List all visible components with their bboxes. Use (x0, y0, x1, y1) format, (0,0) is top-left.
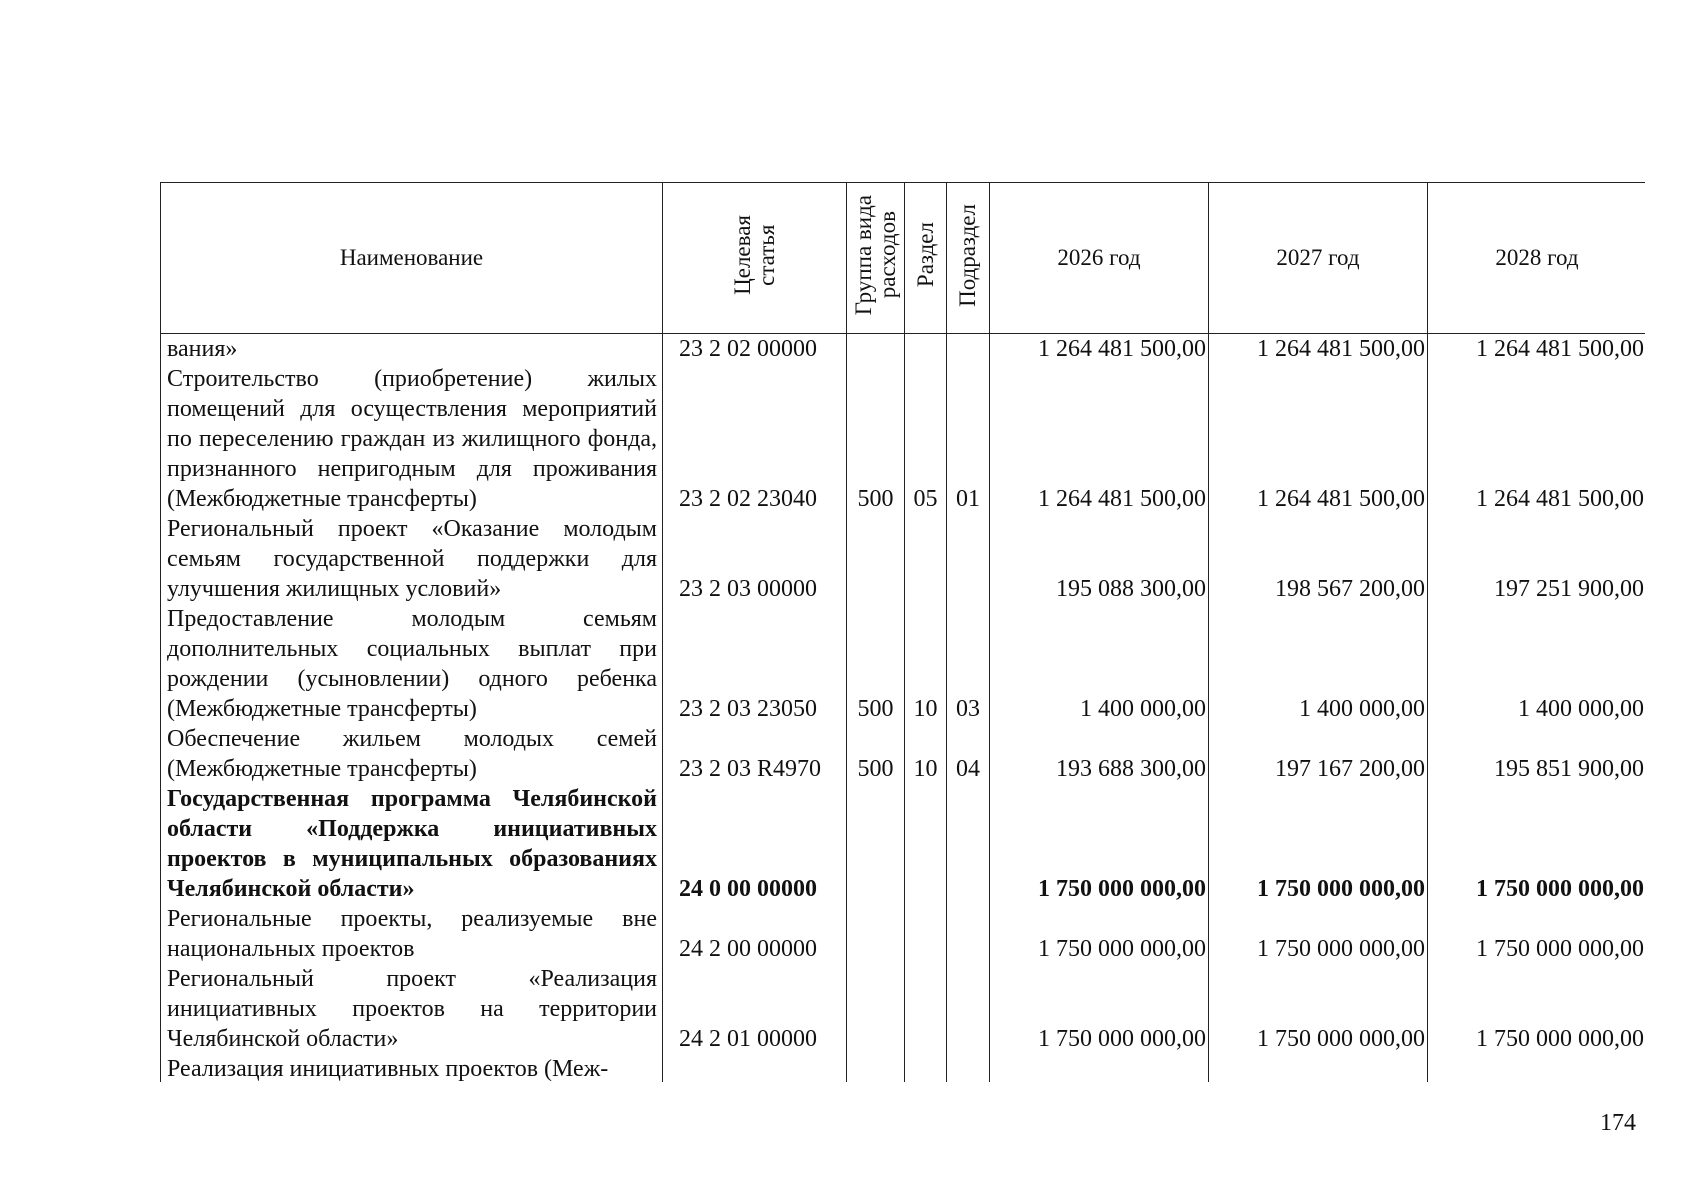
table-row (161, 724, 1646, 784)
row-subsection (947, 514, 990, 604)
header-target-article: Целевая статья (663, 183, 847, 334)
row-amount-2026: 1 400 000,00 (990, 604, 1209, 724)
row-amount-2027: 198 567 200,00 (1209, 514, 1428, 604)
row-amount-2028: 1 750 000 000,00 (1428, 784, 1646, 904)
row-section (905, 334, 947, 365)
row-section: 10 (905, 724, 947, 784)
header-section: Раздел (905, 183, 947, 334)
row-section (905, 964, 947, 1054)
row-section (905, 514, 947, 604)
row-name: Региональный проект «Оказание молодым семьям государственной поддержки для улучшения жилищных условий» (161, 514, 663, 604)
row-name: Региональный проект «Реализация инициативных проектов на территории Челябинской области» (161, 964, 663, 1054)
table-row (161, 904, 1646, 964)
row-subsection: 04 (947, 724, 990, 784)
row-amount-2028: 197 251 900,00 (1428, 514, 1646, 604)
row-section: 05 (905, 364, 947, 514)
budget-table (160, 182, 1645, 1082)
row-name: Региональные проекты, реализуемые вне национальных проектов (161, 904, 663, 964)
header-name: Наименование (161, 183, 663, 334)
row-subsection: 01 (947, 364, 990, 514)
row-expense-group (847, 334, 905, 365)
row-subsection (947, 904, 990, 964)
header-2027: 2027 год (1209, 183, 1428, 334)
table-row (161, 1054, 1646, 1082)
row-expense-group: 500 (847, 364, 905, 514)
row-subsection (947, 784, 990, 904)
row-expense-group: 500 (847, 724, 905, 784)
row-target-article: 23 2 02 00000 (663, 334, 847, 365)
table-row (161, 514, 1646, 604)
row-amount-2027: 1 400 000,00 (1209, 604, 1428, 724)
row-amount-2028: 1 750 000 000,00 (1428, 904, 1646, 964)
row-amount-2027 (1209, 1054, 1428, 1082)
table-row (161, 604, 1646, 724)
row-amount-2026 (990, 1054, 1209, 1082)
row-expense-group (847, 514, 905, 604)
row-expense-group (847, 1054, 905, 1082)
row-subsection: 03 (947, 604, 990, 724)
row-amount-2026: 193 688 300,00 (990, 724, 1209, 784)
row-target-article: 24 2 01 00000 (663, 964, 847, 1054)
row-amount-2028: 195 851 900,00 (1428, 724, 1646, 784)
row-amount-2027: 1 750 000 000,00 (1209, 784, 1428, 904)
table-row (161, 364, 1646, 514)
row-amount-2028 (1428, 1054, 1646, 1082)
row-amount-2026: 1 750 000 000,00 (990, 904, 1209, 964)
row-expense-group (847, 904, 905, 964)
row-target-article: 23 2 02 23040 (663, 364, 847, 514)
row-amount-2026: 195 088 300,00 (990, 514, 1209, 604)
row-section (905, 784, 947, 904)
budget-table-container (160, 182, 1645, 1082)
table-row (161, 964, 1646, 1054)
row-expense-group: 500 (847, 604, 905, 724)
row-amount-2027: 1 264 481 500,00 (1209, 334, 1428, 365)
row-amount-2026: 1 750 000 000,00 (990, 964, 1209, 1054)
row-expense-group (847, 784, 905, 904)
row-subsection (947, 334, 990, 365)
row-expense-group (847, 964, 905, 1054)
row-amount-2027: 1 750 000 000,00 (1209, 964, 1428, 1054)
header-subsection: Подраздел (947, 183, 990, 334)
row-amount-2028: 1 264 481 500,00 (1428, 364, 1646, 514)
header-expense-group: Группа вида расходов (847, 183, 905, 334)
row-name: Строительство (приобретение) жилых помещений для осуществления мероприятий по переселению граждан из жилищного фонда, признанного непригодным для проживания (Межбюджетные трансферты) (161, 364, 663, 514)
row-subsection (947, 1054, 990, 1082)
row-amount-2027: 1 264 481 500,00 (1209, 364, 1428, 514)
row-amount-2028: 1 750 000 000,00 (1428, 964, 1646, 1054)
row-subsection (947, 964, 990, 1054)
row-section: 10 (905, 604, 947, 724)
table-header-row (161, 183, 1646, 334)
row-amount-2026: 1 750 000 000,00 (990, 784, 1209, 904)
row-name: Государственная программа Челябинской области «Поддержка инициативных проектов в муниципальных образованиях Челябинской области» (161, 784, 663, 904)
row-name: Предоставление молодым семьям дополнительных социальных выплат при рождении (усыновлении) одного ребенка (Межбюджетные трансферты) (161, 604, 663, 724)
row-section (905, 1054, 947, 1082)
row-amount-2026: 1 264 481 500,00 (990, 364, 1209, 514)
table-row (161, 784, 1646, 904)
table-row (161, 334, 1646, 365)
page-number: 174 (1600, 1110, 1636, 1136)
row-name: вания» (161, 334, 663, 365)
header-2028: 2028 год (1428, 183, 1646, 334)
row-section (905, 904, 947, 964)
row-target-article: 24 0 00 00000 (663, 784, 847, 904)
row-target-article (663, 1054, 847, 1082)
row-amount-2027: 1 750 000 000,00 (1209, 904, 1428, 964)
row-target-article: 23 2 03 23050 (663, 604, 847, 724)
row-amount-2028: 1 400 000,00 (1428, 604, 1646, 724)
row-target-article: 23 2 03 R4970 (663, 724, 847, 784)
row-name: Реализация инициативных проектов (Меж- (161, 1054, 663, 1082)
row-amount-2027: 197 167 200,00 (1209, 724, 1428, 784)
header-2026: 2026 год (990, 183, 1209, 334)
row-name: Обеспечение жильем молодых семей (Межбюджетные трансферты) (161, 724, 663, 784)
row-target-article: 24 2 00 00000 (663, 904, 847, 964)
row-amount-2026: 1 264 481 500,00 (990, 334, 1209, 365)
row-target-article: 23 2 03 00000 (663, 514, 847, 604)
row-amount-2028: 1 264 481 500,00 (1428, 334, 1646, 365)
